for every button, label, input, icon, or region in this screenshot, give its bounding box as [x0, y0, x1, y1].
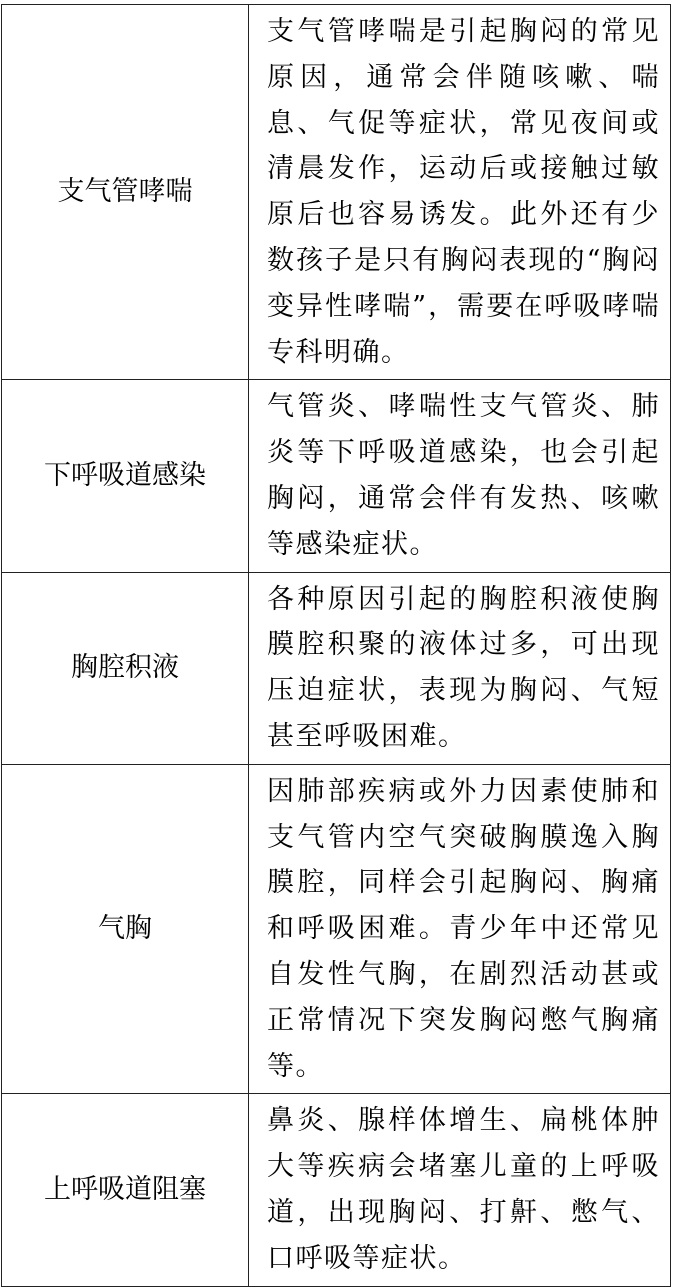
causes-table [1, 4, 671, 1287]
causes-table-body [2, 5, 671, 1287]
table-row [2, 5, 671, 380]
condition-description: 鼻炎、腺样体增生、扁桃体肿大等疾病会堵塞儿童的上呼吸道，出现胸闷、打鼾、憋气、口呼吸等症状。 [249, 1094, 671, 1286]
condition-name: 支气管哮喘 [2, 5, 249, 380]
table-row [2, 572, 671, 764]
condition-description: 气管炎、哮喘性支气管炎、肺炎等下呼吸道感染，也会引起胸闷，通常会伴有发热、咳嗽等感染症状。 [249, 380, 671, 572]
table-row [2, 1094, 671, 1286]
table-row [2, 380, 671, 572]
condition-name: 上呼吸道阻塞 [2, 1094, 249, 1286]
table-row [2, 764, 671, 1094]
condition-description: 因肺部疾病或外力因素使肺和支气管内空气突破胸膜逸入胸膜腔，同样会引起胸闷、胸痛和呼吸困难。青少年中还常见自发性气胸，在剧烈活动甚或正常情况下突发胸闷憋气胸痛等。 [249, 764, 671, 1094]
condition-name: 气胸 [2, 764, 249, 1094]
condition-description: 支气管哮喘是引起胸闷的常见原因，通常会伴随咳嗽、喘息、气促等症状，常见夜间或清晨发作，运动后或接触过敏原后也容易诱发。此外还有少数孩子是只有胸闷表现的“胸闷变异性哮喘”，需要在呼吸哮喘专科明确。 [249, 5, 671, 380]
condition-name: 下呼吸道感染 [2, 380, 249, 572]
condition-description: 各种原因引起的胸腔积液使胸膜腔积聚的液体过多，可出现压迫症状，表现为胸闷、气短甚至呼吸困难。 [249, 572, 671, 764]
condition-name: 胸腔积液 [2, 572, 249, 764]
